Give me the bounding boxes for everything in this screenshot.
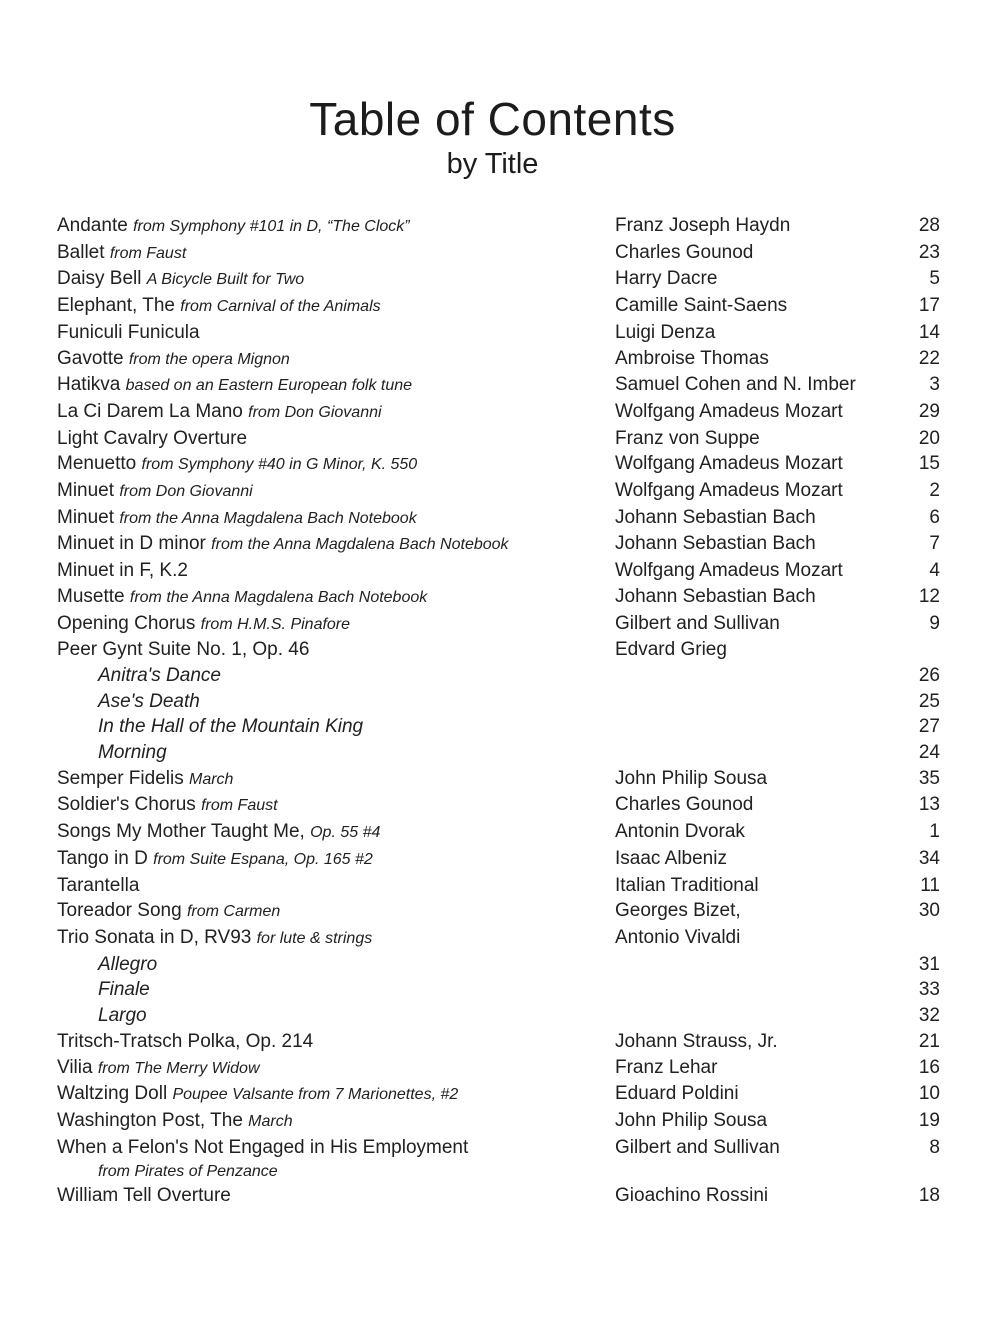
entry-subtitle-line2: from Pirates of Penzance (98, 1163, 278, 1181)
entry-composer: Camille Saint-Saens (615, 295, 788, 317)
table-row (57, 740, 940, 766)
entry-subtitle: from Don Giovanni (248, 403, 382, 421)
entry-subtitle: from Suite Espana, Op. 165 #2 (153, 850, 373, 868)
entry-page-number: 3 (929, 374, 940, 396)
entry-page-number: 27 (918, 716, 940, 738)
entry-title-cell (57, 451, 615, 478)
entry-page-number: 25 (918, 690, 940, 712)
entry-composer: Johann Strauss, Jr. (615, 1030, 778, 1052)
entry-title-cell (57, 372, 615, 399)
entry-page-number: 26 (918, 664, 940, 686)
entry-subtitle: March (248, 1112, 293, 1130)
entry-subtitle: from Faust (109, 244, 187, 262)
entry-composer: Johann Sebastian Bach (615, 533, 816, 555)
entry-title: Tango in D (57, 847, 148, 869)
page-title: Table of Contents (309, 93, 676, 145)
entry-title: Minuet in F, K.2 (57, 560, 188, 582)
table-row (57, 766, 940, 793)
entry-title-cell (57, 873, 615, 899)
entry-title: Funiculi Funicula (57, 321, 200, 343)
entry-composer: John Philip Sousa (615, 1109, 768, 1131)
table-row (57, 266, 940, 293)
table-row (57, 478, 940, 505)
entry-title: Finale (98, 979, 150, 1001)
entry-subtitle: from H.M.S. Pinafore (200, 615, 351, 633)
entry-composer: Franz Joseph Haydn (615, 215, 791, 236)
table-row (57, 663, 940, 689)
entry-page-number: 30 (918, 900, 940, 922)
entry-title-cell (57, 1081, 615, 1108)
entry-page-number: 5 (929, 268, 940, 290)
entry-page-number: 10 (918, 1083, 940, 1105)
entry-title: Tritsch-Tratsch Polka, Op. 214 (57, 1030, 314, 1052)
entry-page-number: 7 (929, 533, 940, 555)
entry-composer: Wolfgang Amadeus Mozart (615, 453, 843, 475)
entry-page-number: 15 (918, 453, 940, 475)
table-row (57, 346, 940, 373)
entry-title-cell (57, 213, 615, 240)
entry-page-number: 2 (929, 480, 940, 502)
page-heading (0, 92, 985, 181)
entry-title-cell (57, 611, 615, 638)
entry-title-cell (57, 766, 615, 793)
entry-title: Songs My Mother Taught Me, (57, 821, 305, 843)
entry-composer: Georges Bizet, (615, 900, 741, 922)
entry-title: Washington Post, The (57, 1109, 243, 1131)
entry-title-cell (57, 399, 615, 426)
entry-title-cell (57, 505, 615, 532)
entry-subtitle: from Don Giovanni (119, 483, 253, 501)
entry-subtitle: Op. 55 #4 (310, 824, 381, 842)
table-row (57, 1003, 940, 1029)
entry-composer: Johann Sebastian Bach (615, 506, 816, 528)
table-row (57, 819, 940, 846)
table-row (57, 792, 940, 819)
entry-composer: Antonio Vivaldi (615, 926, 741, 948)
entry-composer: Ambroise Thomas (615, 347, 769, 369)
table-row (57, 426, 940, 452)
entry-page-number: 23 (918, 241, 940, 263)
entry-title-cell (57, 714, 615, 740)
entry-page-number: 16 (918, 1056, 940, 1078)
entry-composer: Gilbert and Sullivan (615, 612, 780, 634)
entry-title: In the Hall of the Mountain King (98, 716, 364, 738)
entry-title-cell (57, 1055, 615, 1082)
entry-title: Light Cavalry Overture (57, 427, 248, 449)
table-row (57, 952, 940, 978)
entry-title: Peer Gynt Suite No. 1, Op. 46 (57, 639, 310, 661)
entry-composer: Harry Dacre (615, 268, 718, 290)
entry-title-cell (57, 740, 615, 766)
entry-composer: Isaac Albeniz (615, 847, 727, 869)
entry-composer: John Philip Sousa (615, 767, 768, 789)
entry-subtitle: from Faust (201, 797, 278, 815)
entry-title: Morning (98, 742, 167, 764)
entry-composer: Edvard Grieg (615, 639, 727, 661)
table-row (57, 293, 940, 320)
entry-page-number: 6 (929, 506, 940, 528)
table-row (57, 531, 940, 558)
table-row (57, 505, 940, 532)
entry-composer: Johann Sebastian Bach (615, 585, 816, 607)
table-row (57, 213, 940, 240)
entry-subtitle: from Carnival of the Animals (180, 298, 381, 316)
entry-page-number: 19 (918, 1109, 940, 1131)
entry-title: When a Felon's Not Engaged in His Employment (57, 1136, 469, 1158)
table-row (57, 714, 940, 740)
entry-title: Minuet in D minor (57, 533, 206, 555)
entry-composer: Antonin Dvorak (615, 821, 745, 843)
entry-page-number: 17 (918, 295, 940, 317)
table-row (57, 846, 940, 873)
entry-composer: Gilbert and Sullivan (615, 1136, 780, 1158)
entry-page-number: 22 (918, 347, 940, 369)
table-row (57, 611, 940, 638)
entry-title: Anitra's Dance (98, 664, 221, 686)
entry-title-cell (57, 952, 615, 978)
entry-subtitle: from the Anna Magdalena Bach Notebook (211, 536, 509, 554)
entry-title: Ballet (57, 241, 105, 263)
entry-page-number: 13 (918, 794, 940, 816)
entry-title-cell (57, 925, 615, 952)
entry-page-number: 21 (918, 1030, 940, 1052)
entry-title: Waltzing Doll (57, 1083, 168, 1105)
table-row (57, 558, 940, 584)
entry-title: Ase's Death (98, 690, 200, 712)
entry-composer: Wolfgang Amadeus Mozart (615, 480, 843, 502)
entry-composer: Wolfgang Amadeus Mozart (615, 560, 843, 582)
entry-title-cell (57, 320, 615, 346)
entry-title-cell (57, 637, 615, 663)
entry-composer: Franz Lehar (615, 1056, 718, 1078)
entry-title-cell (57, 584, 615, 611)
entry-title: Menuetto (57, 453, 137, 475)
entry-page-number: 24 (918, 742, 940, 764)
entry-page-number: 29 (918, 400, 940, 422)
entry-page-number: 9 (929, 612, 940, 634)
entry-title-cell (57, 293, 615, 320)
entry-composer: Italian Traditional (615, 874, 759, 896)
entry-title: Opening Chorus (57, 612, 196, 634)
entry-title-cell (57, 689, 615, 715)
entry-title: Musette (57, 585, 125, 607)
entry-title-cell (57, 1135, 615, 1184)
entry-title-cell (57, 266, 615, 293)
table-row (57, 925, 940, 952)
entry-title: Daisy Bell (57, 268, 142, 290)
entry-title-cell (57, 846, 615, 873)
entry-title-cell (57, 1003, 615, 1029)
entry-title-cell (57, 558, 615, 584)
entry-title: Trio Sonata in D, RV93 (57, 926, 252, 948)
entry-title-cell (57, 792, 615, 819)
table-row (57, 637, 940, 663)
entry-title: Largo (98, 1005, 147, 1027)
entry-page-number: 11 (920, 874, 940, 896)
entry-composer: Wolfgang Amadeus Mozart (615, 400, 843, 422)
entry-subtitle: A Bicycle Built for Two (146, 271, 305, 289)
entry-title: Elephant, The (57, 295, 175, 317)
entry-page-number: 20 (918, 427, 940, 449)
entry-title: Toreador Song (57, 900, 182, 922)
entry-title-cell (57, 663, 615, 689)
entry-title-cell (57, 898, 615, 925)
table-row (57, 1081, 940, 1108)
table-row (57, 240, 940, 267)
entry-page-number: 34 (918, 847, 940, 869)
entry-title: Soldier's Chorus (57, 794, 196, 816)
entry-title: Gavotte (57, 347, 124, 369)
entry-subtitle: from Symphony #101 in D, “The Clock” (133, 218, 410, 235)
table-row (57, 689, 940, 715)
entry-composer: Eduard Poldini (615, 1083, 739, 1105)
entry-title: William Tell Overture (57, 1185, 231, 1207)
entry-title-cell (57, 1108, 615, 1135)
entry-title-cell (57, 1029, 615, 1055)
entry-title-cell (57, 1183, 615, 1209)
table-row (57, 977, 940, 1003)
table-row (57, 1108, 940, 1135)
entry-composer: Luigi Denza (615, 321, 716, 343)
table-row (57, 1135, 940, 1184)
entry-composer: Samuel Cohen and N. Imber (615, 374, 856, 396)
entry-subtitle: for lute & strings (256, 929, 373, 947)
entry-subtitle: based on an Eastern European folk tune (125, 377, 413, 395)
entry-title: Allegro (98, 953, 158, 975)
entry-page-number: 28 (918, 215, 940, 236)
entry-subtitle: from the opera Mignon (128, 350, 290, 368)
table-row (57, 584, 940, 611)
entry-page-number: 8 (929, 1136, 940, 1158)
entry-composer: Charles Gounod (615, 794, 754, 816)
entry-subtitle: March (189, 770, 234, 788)
entry-subtitle: from the Anna Magdalena Bach Notebook (119, 509, 417, 527)
table-row (57, 320, 940, 346)
entry-title-cell (57, 977, 615, 1003)
entry-title-cell (57, 240, 615, 267)
entry-title-cell (57, 346, 615, 373)
entry-title-cell (57, 531, 615, 558)
entry-page-number: 14 (918, 321, 940, 343)
entry-subtitle: from Symphony #40 in G Minor, K. 550 (141, 456, 418, 474)
entry-subtitle: from The Merry Widow (97, 1059, 260, 1077)
table-row (57, 372, 940, 399)
table-row (57, 1055, 940, 1082)
entry-page-number: 35 (918, 767, 940, 789)
entry-subtitle: from the Anna Magdalena Bach Notebook (129, 588, 428, 606)
entry-title: Semper Fidelis (57, 767, 184, 789)
entry-composer: Franz von Suppe (615, 427, 760, 449)
entry-title: Andante (57, 215, 128, 236)
entry-title-cell (57, 426, 615, 452)
entry-page-number: 4 (929, 560, 940, 582)
toc-list (57, 213, 940, 1209)
entry-page-number: 12 (918, 585, 940, 607)
entry-title: La Ci Darem La Mano (57, 400, 243, 422)
table-row (57, 451, 940, 478)
table-row (57, 399, 940, 426)
entry-title: Tarantella (57, 874, 140, 896)
table-row (57, 1029, 940, 1055)
entry-page-number: 33 (918, 979, 940, 1001)
entry-subtitle: from Carmen (186, 903, 281, 921)
table-row (57, 873, 940, 899)
entry-subtitle: Poupee Valsante from 7 Marionettes, #2 (172, 1086, 459, 1104)
entry-title: Vilia (57, 1056, 93, 1078)
table-row (57, 1183, 940, 1209)
entry-title: Hatikva (57, 374, 121, 396)
entry-title: Minuet (57, 480, 115, 502)
entry-title: Minuet (57, 506, 115, 528)
entry-page-number: 1 (929, 821, 940, 843)
table-row (57, 898, 940, 925)
entry-page-number: 32 (918, 1005, 940, 1027)
entry-title-cell (57, 819, 615, 846)
entry-title-cell (57, 478, 615, 505)
entry-page-number: 31 (918, 953, 940, 975)
entry-composer: Charles Gounod (615, 241, 754, 263)
entry-page-number: 18 (918, 1185, 940, 1207)
page-subtitle: by Title (446, 148, 539, 180)
entry-composer: Gioachino Rossini (615, 1185, 769, 1207)
